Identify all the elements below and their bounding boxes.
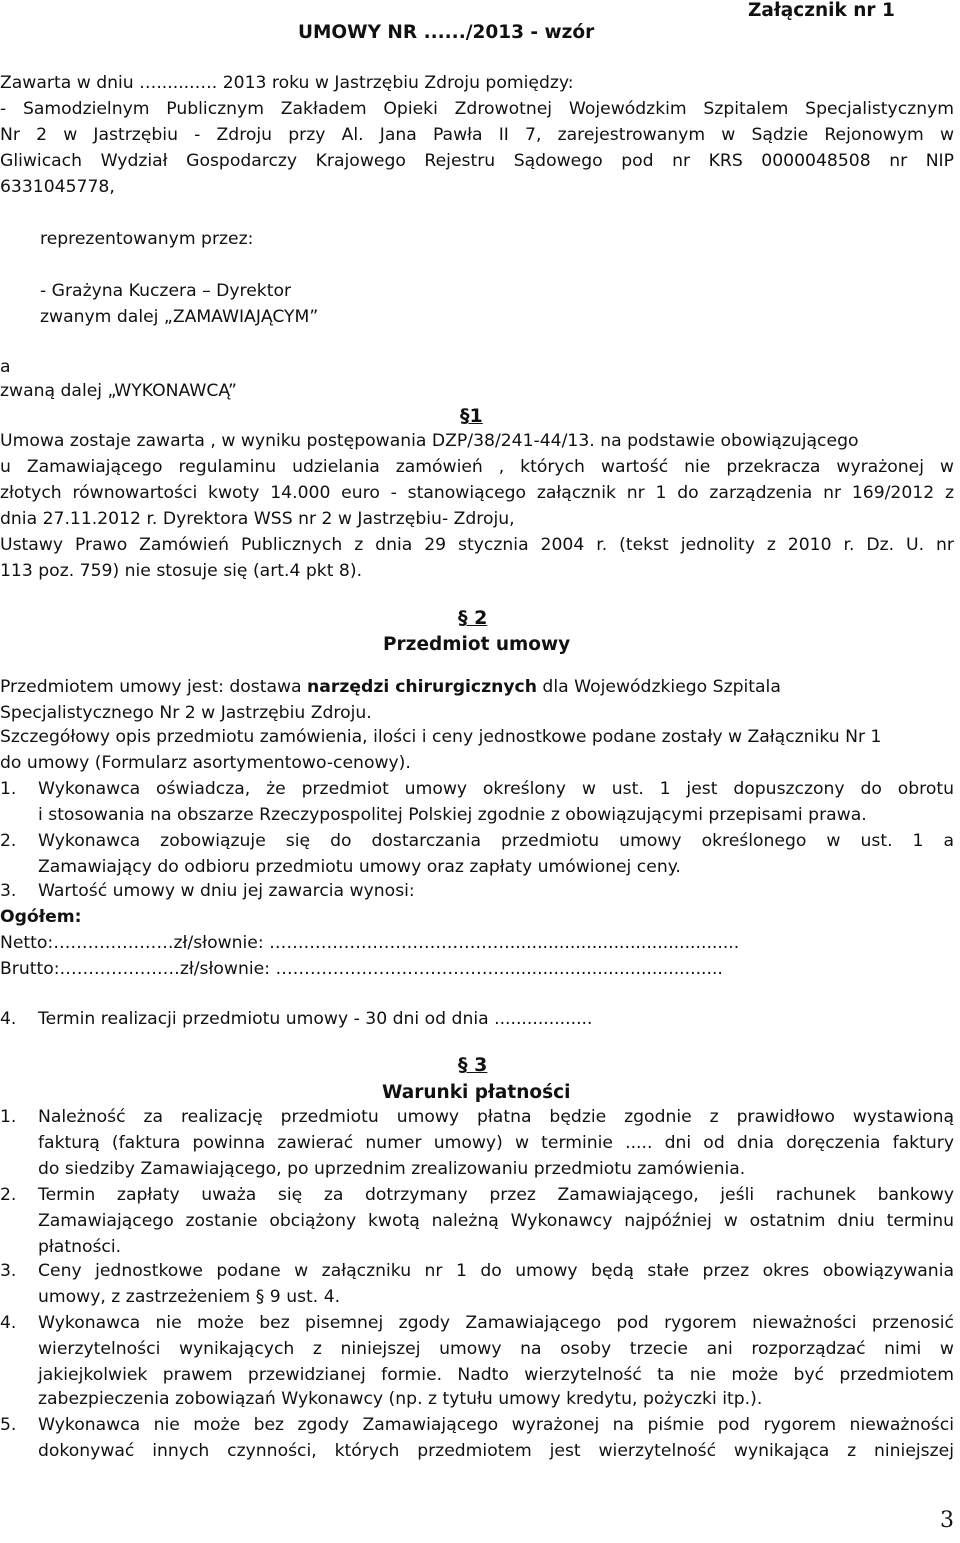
text-line: i stosowania na obszarze Rzeczypospolitej Polskiej zgodnie z obowiązującymi przepisami prawa. xyxy=(38,805,867,825)
text-line: Wykonawca oświadcza, że przedmiot umowy określony w ust. 1 jest dopuszczony do obrotu xyxy=(38,779,954,799)
text-line: reprezentowanym przez: xyxy=(40,229,254,249)
text-line: Zamawiający do odbioru przedmiotu umowy oraz zapłaty umówionej ceny. xyxy=(38,857,681,877)
text-line: zabezpieczenia zobowiązań Wykonawcy (np. z tytułu umowy kredytu, pożyczki itp.). xyxy=(38,1389,763,1409)
text-line: fakturą (faktura powinna zawierać numer umowy) w terminie ..... dni od dnia doręczenia faktury xyxy=(38,1133,954,1153)
text-line: Wartość umowy w dniu jej zawarcia wynosi: xyxy=(38,881,415,901)
text-line: Ogółem: xyxy=(0,907,82,927)
text-line: złotych równowartości kwoty 14.000 euro - stanowiącego załącznik nr 1 do zarządzenia nr 169/2012 z xyxy=(0,483,954,503)
list-number: 2. xyxy=(0,831,17,851)
text-line: Netto:…………………zł/słownie: …………………………………….......................................... xyxy=(0,933,740,953)
text-line: 6331045778, xyxy=(0,177,115,197)
text-line xyxy=(0,674,954,700)
text-line: do siedziby Zamawiającego, po uprzednim zrealizowaniu przedmiotu zamówienia. xyxy=(38,1159,746,1179)
text-line: Nr 2 w Jastrzębiu - Zdroju przy Al. Jana Pawła II 7, zarejestrowanym w Sądzie Rejonowym w xyxy=(0,125,954,145)
text-line: 113 poz. 759) nie stosuje się (art.4 pkt 8). xyxy=(0,561,363,581)
text-line: Wykonawca zobowiązuje się do dostarczania przedmiotu umowy określonego w ust. 1 a xyxy=(38,831,954,851)
list-number: 4. xyxy=(0,1313,17,1333)
text-line: Zawarta w dniu ….......…. 2013 roku w Jastrzębiu Zdroju pomiędzy: xyxy=(0,73,574,93)
text-line: Gliwicach Wydział Gospodarczy Krajowego Rejestru Sądowego pod nr KRS 0000048508 nr NIP xyxy=(0,151,954,171)
text-span-bold: narzędzi chirurgicznych xyxy=(307,677,537,697)
text-line: Umowa zostaje zawarta , w wyniku postępowania DZP/38/241-44/13. na podstawie obowiązującego xyxy=(0,431,859,451)
section-3-title: Warunki płatności xyxy=(382,1082,571,1103)
text-line: zwanym dalej „ZAMAWIAJĄCYM” xyxy=(40,307,319,327)
text-span: dla Wojewódzkiego Szpitala xyxy=(536,677,781,697)
text-line: - Grażyna Kuczera – Dyrektor xyxy=(40,281,292,301)
section-3-heading: § 3 xyxy=(458,1054,488,1076)
text-line: zwaną dalej „WYKONAWCĄ” xyxy=(0,381,237,401)
text-line: u Zamawiającego regulaminu udzielania zamówień , których wartość nie przekracza wyrażonej w xyxy=(0,457,954,477)
list-number: 3. xyxy=(0,1261,17,1281)
section-2-heading: § 2 xyxy=(458,607,488,629)
text-line: dokonywać innych czynności, których przedmiotem jest wierzytelność wynikająca z niniejszej xyxy=(38,1441,954,1461)
text-span: Przedmiotem umowy jest: dostawa xyxy=(0,677,308,697)
text-line: Ustawy Prawo Zamówień Publicznych z dnia 29 stycznia 2004 r. (tekst jednolity z 2010 r. Dz. U. nr xyxy=(0,535,954,555)
list-number: 3. xyxy=(0,881,17,901)
page-number: 3 xyxy=(940,1508,954,1533)
text-line: Ceny jednostkowe podane w załączniku nr 1 do umowy będą stałe przez okres obowiązywania xyxy=(38,1261,954,1281)
attachment-label: Załącznik nr 1 xyxy=(748,0,895,21)
text-line: wierzytelności wynikających z niniejszej umowy na osoby trzecie ani rozporządzać nimi w xyxy=(38,1339,954,1359)
section-2-title: Przedmiot umowy xyxy=(383,634,571,655)
text-line: do umowy (Formularz asortymentowo-cenowy). xyxy=(0,753,411,773)
list-number: 1. xyxy=(0,779,17,799)
section-1-heading: §1 xyxy=(460,405,483,427)
list-number: 2. xyxy=(0,1185,17,1205)
list-number: 1. xyxy=(0,1107,17,1127)
text-line: Szczegółowy opis przedmiotu zamówienia, ilości i ceny jednostkowe podane zostały w Załączniku Nr 1 xyxy=(0,727,882,747)
document-title: UMOWY NR ....../2013 - wzór xyxy=(298,22,595,43)
text-line: płatności. xyxy=(38,1237,122,1257)
list-number: 4. xyxy=(0,1009,17,1029)
text-line: a xyxy=(0,357,11,377)
text-line: jakiejkolwiek prawem przewidzianej formie. Nadto wierzytelność ta nie może być przedmiotem xyxy=(38,1365,954,1385)
list-number: 5. xyxy=(0,1415,17,1435)
text-line: Termin realizacji przedmiotu umowy - 30 dni od dnia .................. xyxy=(38,1009,593,1029)
text-line: Wykonawca nie może bez zgody Zamawiającego wyrażonej na piśmie pod rygorem nieważności xyxy=(38,1415,954,1435)
text-line: dnia 27.11.2012 r. Dyrektora WSS nr 2 w Jastrzębiu- Zdroju, xyxy=(0,509,515,529)
text-line: Należność za realizację przedmiotu umowy płatna będzie zgodnie z prawidłowo wystawioną xyxy=(38,1107,954,1127)
text-line: Termin zapłaty uważa się za dotrzymany przez Zamawiającego, jeśli rachunek bankowy xyxy=(38,1185,954,1205)
text-line: Zamawiającego zostanie obciążony kwotą należną Wykonawcy najpóźniej w ostatnim dniu terminu xyxy=(38,1211,954,1231)
text-line: Brutto:…………………zł/słownie: …………………………………......................................... xyxy=(0,959,723,979)
text-line: - Samodzielnym Publicznym Zakładem Opieki Zdrowotnej Wojewódzkim Szpitalem Specjalistycznym xyxy=(0,99,954,119)
text-line: umowy, z zastrzeżeniem § 9 ust. 4. xyxy=(38,1287,341,1307)
text-line: Wykonawca nie może bez pisemnej zgody Zamawiającego pod rygorem nieważności przenosić xyxy=(38,1313,954,1333)
text-line: Specjalistycznego Nr 2 w Jastrzębiu Zdroju. xyxy=(0,703,372,723)
